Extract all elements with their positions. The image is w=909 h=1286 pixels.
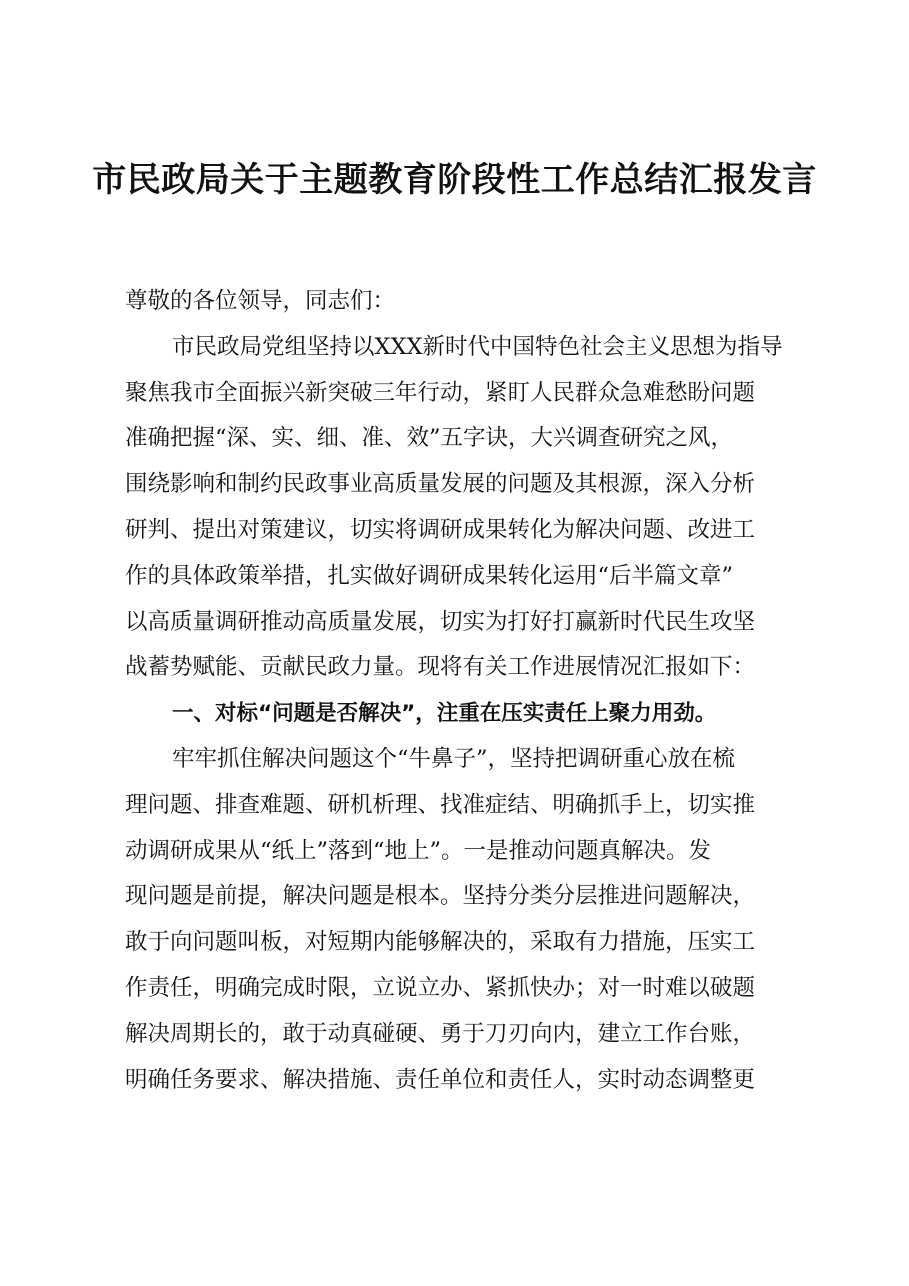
paragraph-line: 市民政局党组坚持以XXX新时代中国特色社会主义思想为指导 xyxy=(172,333,783,360)
paragraph-line: 作责任，明确完成时限，立说立办、紧抓快办；对一时难以破题 xyxy=(125,974,756,1001)
section-heading: 一、对标“问题是否解决”，注重在压实责任上聚力用劲。 xyxy=(172,701,717,727)
document-body xyxy=(125,279,825,1103)
document-title: 市民政局关于主题教育阶段性工作总结汇报发言 xyxy=(92,160,817,200)
salutation: 尊敬的各位领导，同志们： xyxy=(125,288,396,314)
paragraph-line: 明确任务要求、解决措施、责任单位和责任人，实时动态调整更 xyxy=(125,1066,756,1093)
paragraph-line: 理问题、排查难题、研机析理、找准症结、明确抓手上，切实推 xyxy=(125,791,756,818)
paragraph-intro xyxy=(125,325,825,691)
paragraph-line: 围绕影响和制约民政事业高质量发展的问题及其根源，深入分析 xyxy=(125,471,756,498)
paragraph-line: 作的具体政策举措，扎实做好调研成果转化运用“后半篇文章” xyxy=(125,562,734,589)
paragraph-section-one xyxy=(125,737,825,1103)
paragraph-line: 牢牢抓住解决问题这个“牛鼻子”，坚持把调研重心放在梳 xyxy=(172,745,736,772)
paragraph-line: 以高质量调研推动高质量发展，切实为打好打赢新时代民生攻坚 xyxy=(125,608,756,635)
paragraph-line: 敢于向问题叫板，对短期内能够解决的，采取有力措施，压实工 xyxy=(125,929,756,956)
paragraph-line: 战蓄势赋能、贡献民政力量。现将有关工作进展情况汇报如下： xyxy=(125,654,756,681)
paragraph-line: 解决周期长的，敢于动真碰硬、勇于刀刃向内，建立工作台账， xyxy=(125,1020,756,1047)
paragraph-line: 聚焦我市全面振兴新突破三年行动，紧盯人民群众急难愁盼问题 xyxy=(125,379,756,406)
paragraph-line: 现问题是前提，解决问题是根本。坚持分类分层推进问题解决， xyxy=(125,883,756,910)
paragraph-line: 动调研成果从“纸上”落到“地上”。一是推动问题真解决。发 xyxy=(125,837,712,864)
paragraph-line: 准确把握“深、实、细、准、效”五字诀，大兴调查研究之风， xyxy=(125,425,734,452)
paragraph-line: 研判、提出对策建议，切实将调研成果转化为解决问题、改进工 xyxy=(125,516,756,543)
